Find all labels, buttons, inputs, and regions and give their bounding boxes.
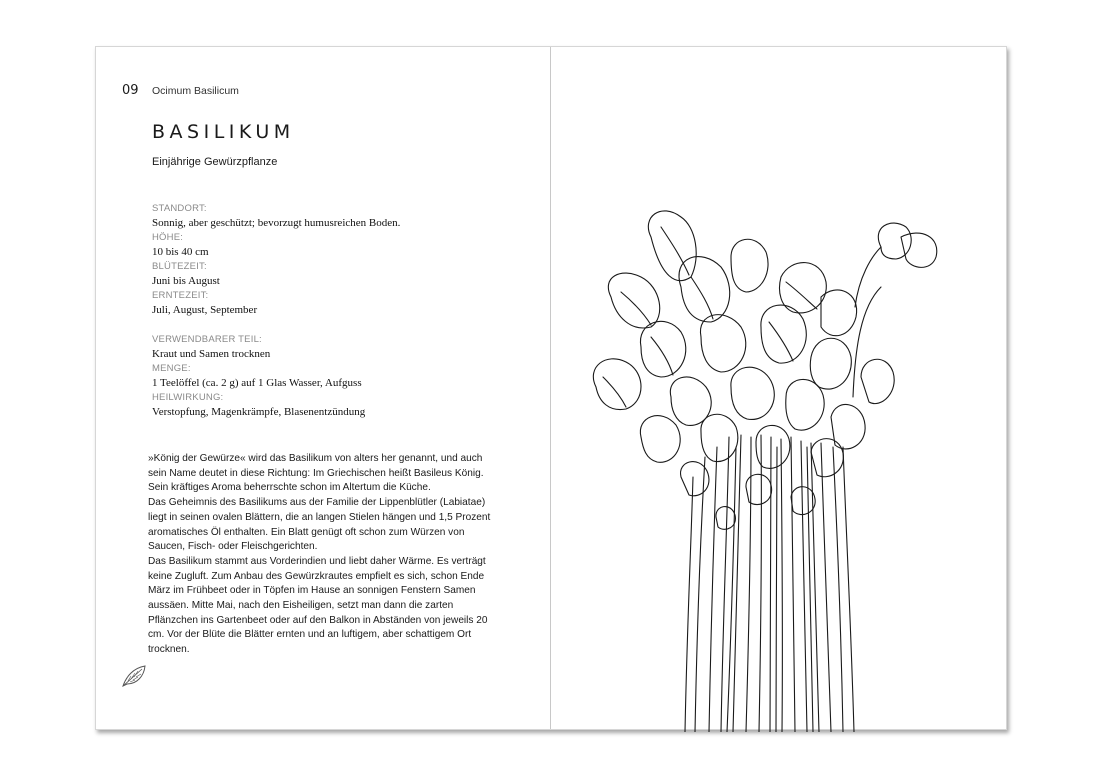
- fact-value-standort: Sonnig, aber geschützt; bevorzugt humusreichen Boden.: [152, 217, 401, 229]
- plant-facts: [152, 201, 492, 419]
- fact-value-hoehe: 10 bis 40 cm: [152, 246, 209, 258]
- fact-value-menge: 1 Teelöffel (ca. 2 g) auf 1 Glas Wasser, Aufguss: [152, 377, 362, 389]
- fact-label-heilwirkung: HEILWIRKUNG:: [152, 392, 224, 403]
- fact-label-standort: STANDORT:: [152, 203, 207, 214]
- body-paragraph: Das Basilikum stammt aus Vorderindien und liebt daher Wärme. Es verträgt keine Zugluft. Zum Anbau des Gewürzkrautes empfielt es sich, schon Ende März im Frühbeet oder in Töpfen im Hause an sonnigen Fenstern Samen aussäen. Mitte Mai, nach den Eisheiligen, setzt man dann die zarten Pflänzchen ins Gartenbeet oder auf den Balkon in Abständen von jeweils 20 cm. Vor der Blüte die Blätter ernten und an luftigem, aber schattigem Ort trocknen.: [148, 555, 488, 656]
- book-spread: [95, 46, 1007, 730]
- fact-spacer: [152, 317, 492, 332]
- page-subtitle: Einjährige Gewürzpflanze: [152, 156, 278, 168]
- fact-value-heilwirkung: Verstopfung, Magenkrämpfe, Blasenentzündung: [152, 406, 366, 418]
- page-number: 09: [122, 83, 139, 98]
- left-page: [96, 47, 551, 729]
- fact-value-verwendbarer-teil: Kraut und Samen trocknen: [152, 348, 271, 360]
- fact-label-verwendbarer-teil: VERWENDBARER TEIL:: [152, 334, 262, 345]
- fact-value-erntezeit: Juli, August, September: [152, 304, 258, 316]
- leaf-icon: [120, 663, 148, 689]
- fact-label-bluetezeit: BLÜTEZEIT:: [152, 261, 207, 272]
- fact-label-erntezeit: ERNTEZEIT:: [152, 290, 209, 301]
- right-page: [551, 47, 1006, 729]
- fact-value-bluetezeit: Juni bis August: [152, 275, 220, 287]
- fact-label-menge: MENGE:: [152, 363, 191, 374]
- running-head: Ocimum Basilicum: [152, 85, 239, 97]
- fact-label-hoehe: HÖHE:: [152, 232, 184, 243]
- basil-plant-drawing: [581, 197, 961, 732]
- body-paragraph: »König der Gewürze« wird das Basilikum von alters her genannt, und auch sein Name deutet in diese Richtung: Im Griechischen heißt Basileus König. Sein kräftiges Aroma beherrschte schon im Altertum die Küche.: [148, 453, 484, 494]
- page-title: BASILIKUM: [152, 121, 295, 143]
- body-text: [148, 452, 498, 658]
- body-paragraph: Das Geheimnis des Basilikums aus der Familie der Lippenblütler (Labiatae) liegt in seinen ovalen Blättern, die an langen Stielen hängen und 1,5 Prozent aromatisches Öl enthalten. Ein Blatt genügt oft schon zum Würzen von Saucen, Fisch- oder Fleischgerichten.: [148, 497, 491, 553]
